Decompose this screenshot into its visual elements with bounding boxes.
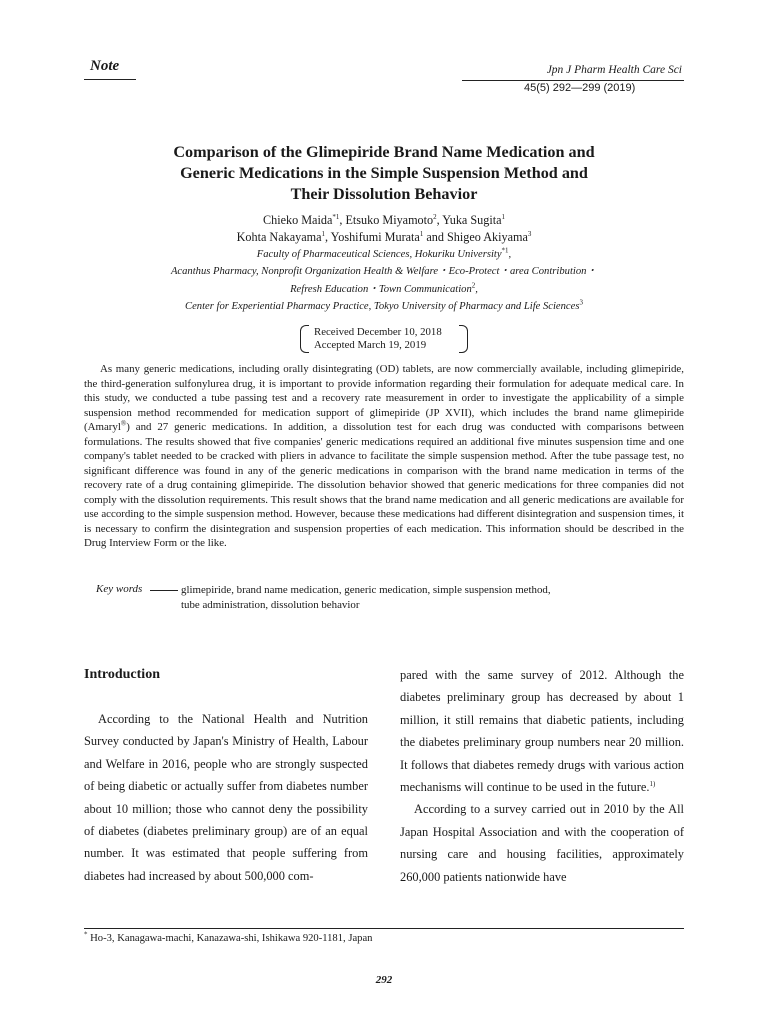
abstract-text: As many generic medications, including orally disintegrating (OD) tablets, are now commercially available, including glimepiride, the third-generation sulfonylurea drug, it is important to provide information regarding their formulation for adequate medical care. In this study, we conducted a tube passing test and a recovery rate measurement in order to investigate the applicability of a simple suspension method recommended for medication support of glimepiride (JP XVII), which includes the brand name glimepiride (Amaryl: [84, 363, 684, 433]
author-affil-mark: 1: [501, 212, 506, 221]
author-name: Kohta Nakayama: [236, 230, 322, 244]
footnote: [84, 930, 373, 944]
footnote-text: Ho-3, Kanagawa-machi, Kanazawa-shi, Ishikawa 920-1181, Japan: [87, 933, 373, 944]
keywords-dash: [150, 590, 178, 591]
author-line: [150, 212, 618, 229]
paper-title: [120, 142, 648, 205]
keywords-line: glimepiride, brand name medication, generic medication, simple suspension method,: [181, 584, 551, 596]
keywords-line: tube administration, dissolution behavior: [181, 599, 360, 611]
title-line: Their Dissolution Behavior: [290, 185, 478, 203]
submission-dates: [300, 325, 468, 353]
affiliation-text: Acanthus Pharmacy, Nonprofit Organization Health & Welfare・Eco-Protect・area Contribution・: [170, 266, 598, 277]
keywords-label: Key words: [96, 583, 143, 595]
section-heading-introduction: Introduction: [84, 667, 160, 682]
affiliation-2-cont: Refresh Education・Town Communication$^2$,: [290, 281, 478, 295]
abstract: [84, 362, 684, 551]
author-list: [150, 212, 618, 246]
affiliation-1: Faculty of Pharmaceutical Sciences, Hokuriku University$^{*1}$,: [256, 246, 512, 260]
affiliation-text: Center for Experiential Pharmacy Practice, Tokyo University of Pharmacy and Life Sciences: [185, 301, 580, 312]
affiliation-text: Faculty of Pharmaceutical Sciences, Hokuriku University: [256, 249, 502, 260]
footnote-rule: [84, 928, 684, 929]
affiliation-mark: *1: [501, 246, 509, 255]
author-affil-mark: 3: [527, 229, 532, 238]
affiliation-text: Refresh Education・Town Communication: [290, 284, 472, 295]
author-line: [150, 229, 618, 246]
affiliation-mark: 2: [471, 281, 476, 290]
received-date: Received December 10, 2018: [314, 326, 442, 338]
author-affil-mark: 1: [321, 229, 326, 238]
accepted-date: Accepted March 19, 2019: [314, 339, 427, 351]
author-name: and Shigeo Akiyama: [423, 230, 528, 244]
article-type-underline: [84, 79, 136, 80]
body-paragraph: [400, 664, 684, 798]
body-text: pared with the same survey of 2012. Although the diabetes preliminary group has decreased by about 1 million, it still remains that diabetic patients, including the diabetes preliminary group numbers near 20 million. It follows that diabetes remedy drugs with various action mechanisms will continue to be used in the future.: [400, 668, 684, 795]
article-type-label: Note: [90, 58, 120, 74]
author-name: , Yoshifumi Murata: [325, 230, 420, 244]
keywords-list: [181, 583, 661, 613]
right-brace: [459, 325, 468, 353]
body-column-right: [400, 664, 684, 888]
abstract-text: ) and 27 generic medications. In addition, a dissolution test for each drug was conducted with comparisons between formulations. The results showed that five companies' generic medications required an additional five minutes suspension time and one company's tablet needed to be cracked with pliers in advance to facilitate the simple suspension method. After the tube passage test, no significant difference was found in any of the generic medications in comparison with the brand name medication in terms of the recovery rate of a drug containing glimepiride. The dissolution behavior showed that generic medications for three companies did not comply with the dissolution requirements. This result shows that the brand name medication and all generic medications are available for use according to the simple suspension method. However, because these medications had different disintegration and suspension times, it is necessary to confirm the disintegration and suspension properties of each medication. This information should be described in the Drug Interview Form or the like.: [84, 421, 684, 549]
affiliation-2: [110, 265, 658, 279]
affiliation-mark: 3: [579, 298, 583, 307]
journal-rule: [462, 80, 684, 81]
author-affil-mark: *1: [332, 212, 340, 221]
footnote-marker: *: [84, 930, 88, 939]
reference-mark: 1): [649, 779, 656, 788]
body-paragraph: According to a survey carried out in 2010 by the All Japan Hospital Association and with the cooperation of nursing care and housing facilities, approximately 260,000 patients nationwide have: [400, 802, 684, 884]
author-affil-mark: 2: [433, 212, 437, 221]
volume-info: 45(5) 292—299 (2019): [524, 82, 636, 94]
body-column-left: According to the National Health and Nutrition Survey conducted by Japan's Ministry of Health, Labour and Welfare in 2016, people who are strongly suspected of being diabetic or actually suffer from diabetes number about 10 million; those who cannot deny the possibility of diabetes (diabetes preliminary group) are of an equal number. It was estimated that people suffering from diabetes had increased by about 500,000 com-: [84, 712, 368, 883]
author-name: , Yuka Sugita: [436, 213, 502, 227]
title-line: Comparison of the Glimepiride Brand Name Medication and: [173, 143, 595, 161]
left-brace: [300, 325, 309, 353]
author-name: Chieko Maida: [262, 213, 333, 227]
title-line: Generic Medications in the Simple Suspension Method and: [180, 164, 588, 182]
affiliation-3: [110, 300, 658, 314]
page-number: 292: [375, 974, 393, 986]
author-affil-mark: 1: [419, 229, 424, 238]
registered-mark: ®: [120, 419, 127, 428]
journal-name: Jpn J Pharm Health Care Sci: [546, 64, 682, 76]
author-name: , Etsuko Miyamoto: [339, 213, 434, 227]
